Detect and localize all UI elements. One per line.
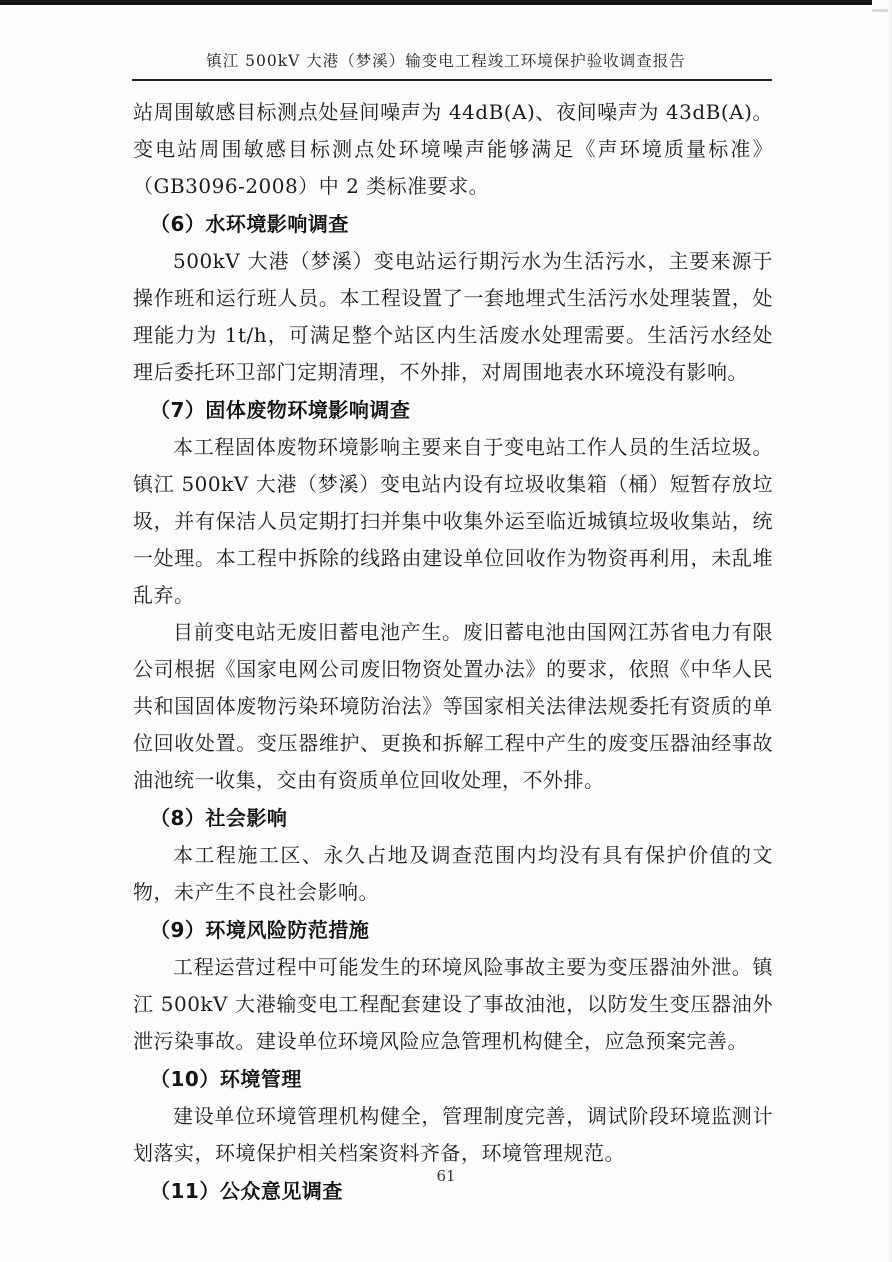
section-10-heading: （10）环境管理 [150,1067,302,1091]
page-header [0,0,892,81]
page-number: 61 [436,1167,456,1185]
section-11-heading: （11）公众意见调查 [150,1179,343,1203]
section-9-heading: （9）环境风险防范措施 [150,918,370,942]
section-6-paragraph: 500kV 大港（梦溪）变电站运行期污水为生活污水，主要来源于操作班和运行班人员。本工程设置了一套地埋式生活污水处理装置，处理能力为 1t/h，可满足整个站区内生活废水处理需要。生活污水经处理后委托环卫部门定期清理，不外排，对周围地表水环境没有影响。 [133,249,773,384]
scan-artifact-top-bar [0,0,872,5]
section-10-paragraph: 建设单位环境管理机构健全，管理制度完善，调试阶段环境监测计划落实，环境保护相关档案资料齐备，环境管理规范。 [133,1104,773,1165]
page-footer [0,1166,892,1185]
page-edge-shade [886,0,892,1262]
header-rule [132,79,772,81]
section-8-paragraph: 本工程施工区、永久占地及调查范围内均没有具有保护价值的文物，未产生不良社会影响。 [133,843,773,904]
section-6-heading: （6）水环境影响调查 [150,212,349,236]
document-body [133,94,773,1210]
section-9-paragraph: 工程运营过程中可能发生的环境风险事故主要为变压器油外泄。镇江 500kV 大港输变电工程配套建设了事故油池，以防发生变压器油外泄污染事故。建设单位环境风险应急管理机构健全，应急预案完善。 [133,955,773,1053]
section-7-paragraph-2: 目前变电站无废旧蓄电池产生。废旧蓄电池由国网江苏省电力有限公司根据《国家电网公司废旧物资处置办法》的要求，依照《中华人民共和国固体废物污染环境防治法》等国家相关法律法规委托有资质的单位回收处置。变压器维护、更换和拆解工程中产生的废变压器油经事故油池统一收集，交由有资质单位回收处理，不外排。 [133,620,773,792]
running-header-title: 镇江 500kV 大港（梦溪）输变电工程竣工环境保护验收调查报告 [206,52,686,70]
section-7-heading: （7）固体废物环境影响调查 [150,398,411,422]
section-7-paragraph-1: 本工程固体废物环境影响主要来自于变电站工作人员的生活垃圾。镇江 500kV 大港（梦溪）变电站内设有垃圾收集箱（桶）短暂存放垃圾，并有保洁人员定期打扫并集中收集外运至临近城镇垃圾收集站，统一处理。本工程中拆除的线路由建设单位回收作为物资再利用，未乱堆乱弃。 [133,435,773,607]
section-8-heading: （8）社会影响 [150,806,288,830]
intro-continuation-paragraph: 站周围敏感目标测点处昼间噪声为 44dB(A)、夜间噪声为 43dB(A)。变电站周围敏感目标测点处环境噪声能够满足《声环境质量标准》（GB3096-2008）中 2 类标准要求。 [133,100,773,198]
